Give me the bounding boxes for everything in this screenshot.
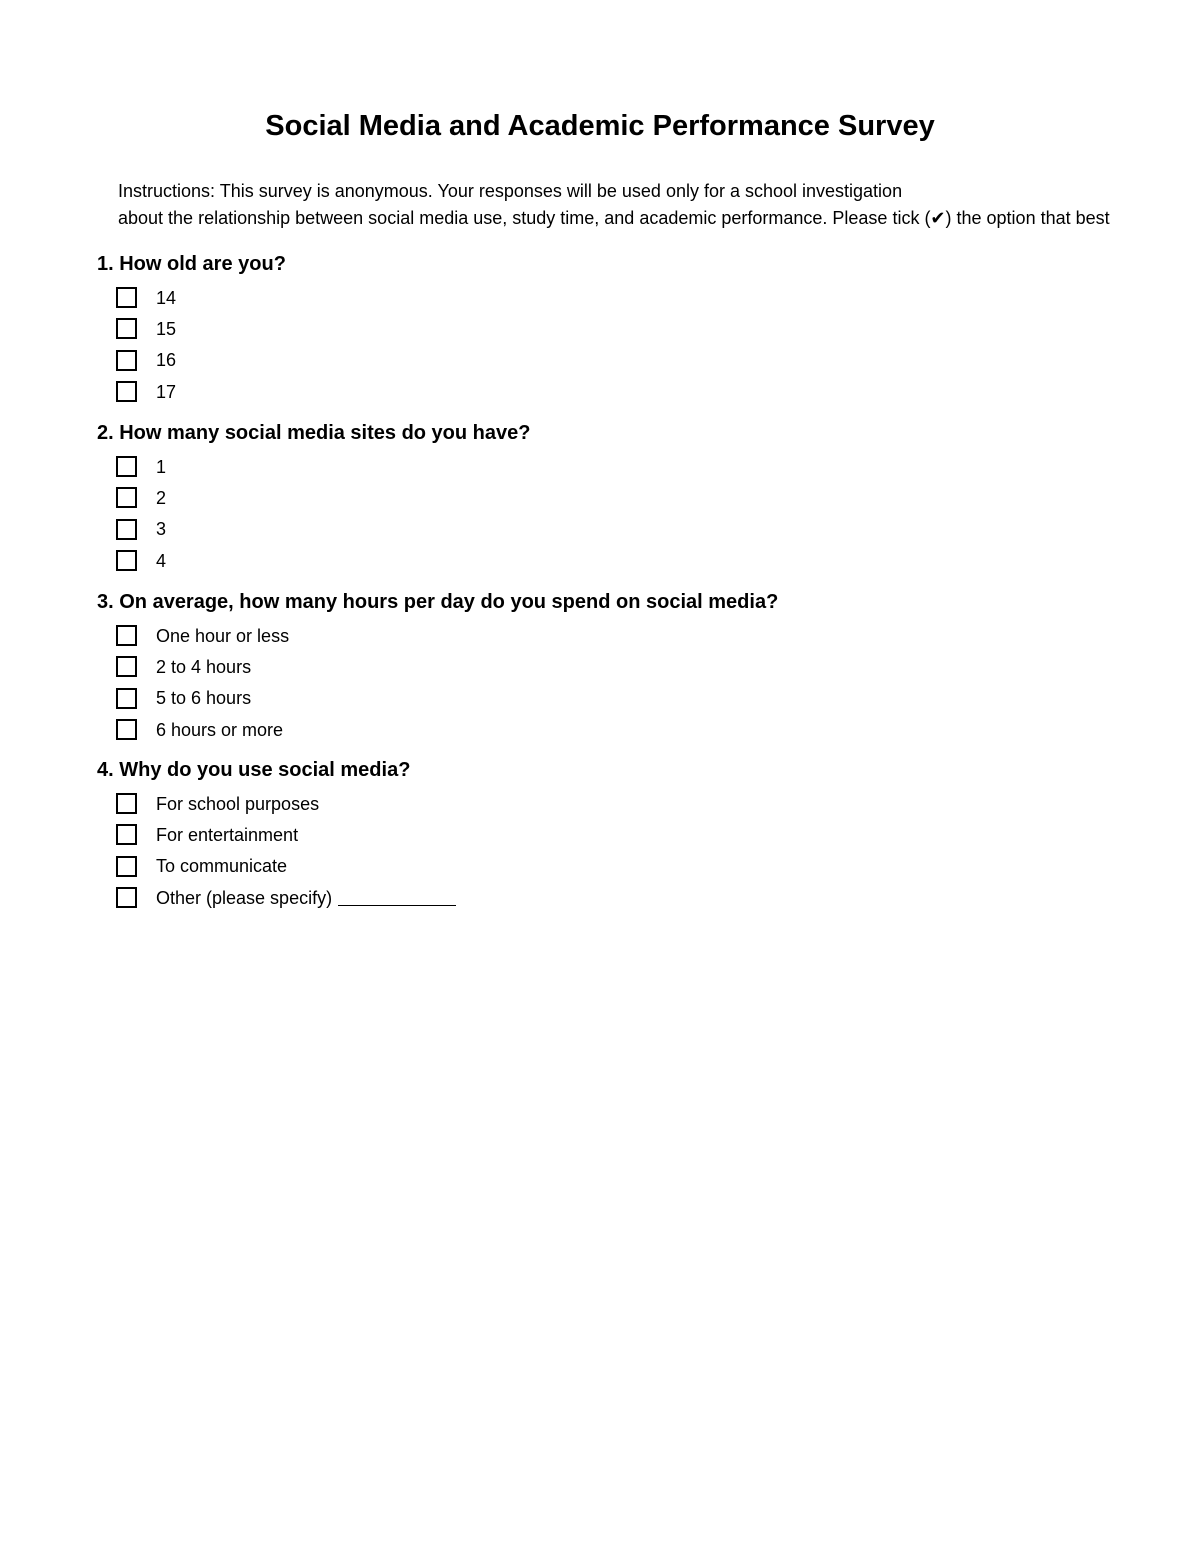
option-row[interactable] [116, 545, 1097, 576]
option-label: 2 to 4 hours [156, 656, 252, 677]
option-row[interactable] [116, 683, 1097, 714]
checkbox[interactable] [116, 856, 137, 877]
option-row[interactable] [116, 788, 1097, 819]
option-label: 5 to 6 hours [156, 688, 252, 709]
option-row[interactable] [116, 651, 1097, 682]
checkbox[interactable] [116, 287, 137, 308]
instructions [118, 178, 1200, 232]
specify-blank-line[interactable] [338, 889, 456, 906]
option-label: 3 [156, 519, 167, 540]
option-label: One hour or less [156, 625, 290, 646]
option-row[interactable] [116, 882, 1097, 913]
option-row[interactable] [116, 819, 1097, 850]
checkbox[interactable] [116, 887, 137, 908]
option-label: Other (please specify) [156, 887, 333, 908]
option-row[interactable] [116, 851, 1097, 882]
question-3-options [97, 620, 1097, 745]
question-3 [97, 589, 1097, 745]
instructions-line-1: Instructions: This survey is anonymous. Your responses will be used only for a school investigation [118, 181, 903, 201]
checkbox[interactable] [116, 719, 137, 740]
option-label: 6 hours or more [156, 719, 284, 740]
checkbox[interactable] [116, 625, 137, 646]
question-3-text: 3. On average, how many hours per day do you spend on social media? [97, 591, 779, 613]
option-label: To communicate [156, 856, 288, 877]
page-title: Social Media and Academic Performance Survey [265, 110, 935, 142]
instructions-line-2: about the relationship between social media use, study time, and academic performance. Please tick (✔) the option that best [118, 208, 1110, 228]
checkbox[interactable] [116, 656, 137, 677]
checkbox[interactable] [116, 318, 137, 339]
option-label: 15 [156, 318, 177, 339]
checkbox[interactable] [116, 350, 137, 371]
question-2 [97, 420, 1097, 576]
option-row[interactable] [116, 282, 1097, 313]
checkbox[interactable] [116, 381, 137, 402]
question-4-text: 4. Why do you use social media? [97, 759, 411, 781]
checkbox[interactable] [116, 456, 137, 477]
question-1-options [97, 282, 1097, 407]
checkbox[interactable] [116, 793, 137, 814]
option-row[interactable] [116, 451, 1097, 482]
option-label: For school purposes [156, 793, 320, 814]
checkbox[interactable] [116, 519, 137, 540]
option-label: 14 [156, 287, 177, 308]
option-row[interactable] [116, 514, 1097, 545]
option-row[interactable] [116, 714, 1097, 745]
checkbox[interactable] [116, 487, 137, 508]
option-label: 1 [156, 456, 167, 477]
option-label: For entertainment [156, 824, 299, 845]
question-2-text: 2. How many social media sites do you have? [97, 422, 531, 444]
checkbox[interactable] [116, 824, 137, 845]
option-row[interactable] [116, 482, 1097, 513]
checkbox[interactable] [116, 688, 137, 709]
question-1-text: 1. How old are you? [97, 253, 286, 275]
option-label: 2 [156, 487, 167, 508]
option-row[interactable] [116, 345, 1097, 376]
option-label: 17 [156, 381, 177, 402]
question-4 [97, 757, 1097, 913]
option-row[interactable] [116, 620, 1097, 651]
option-row[interactable] [116, 313, 1097, 344]
option-label: 4 [156, 550, 167, 571]
checkbox[interactable] [116, 550, 137, 571]
question-1 [97, 251, 1097, 407]
question-2-options [97, 451, 1097, 576]
option-label: 16 [156, 350, 177, 371]
question-4-options [97, 788, 1097, 913]
option-row[interactable] [116, 376, 1097, 407]
